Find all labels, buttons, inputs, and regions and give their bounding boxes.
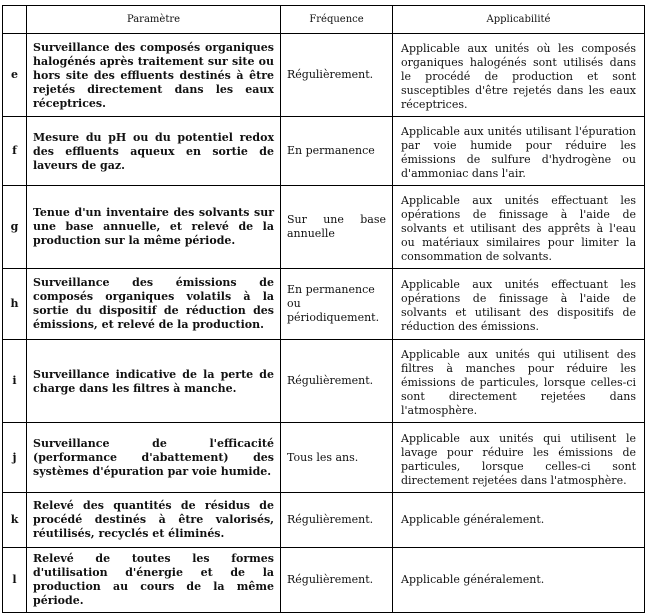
row-parametre: Relevé des quantités de résidus de procédé destinés à être valorisés, réutilisés, recyclés et éliminés. (27, 493, 281, 548)
header-row (3, 6, 645, 34)
row-frequence: Régulièrement. (281, 548, 393, 613)
table-row (3, 269, 645, 340)
table-header (3, 6, 645, 34)
row-frequence: Régulièrement. (281, 493, 393, 548)
row-frequence: Sur une base annuelle (281, 186, 393, 269)
row-letter: e (3, 34, 27, 117)
row-letter: i (3, 340, 27, 423)
table-row (3, 548, 645, 613)
row-applicabilite: Applicable aux unités qui utilisent le lavage pour réduire les émissions de particules, lorsque celles-ci sont directement rejetées dans l'atmosphère. (393, 423, 645, 493)
row-letter: h (3, 269, 27, 340)
row-parametre: Mesure du pH ou du potentiel redox des effluents aqueux en sortie de laveurs de gaz. (27, 117, 281, 186)
row-applicabilite: Applicable aux unités où les composés organiques halogénés sont utilisés dans le procédé de production et sont susceptibles d'être rejetés dans les eaux réceptrices. (393, 34, 645, 117)
row-parametre: Tenue d'un inventaire des solvants sur une base annuelle, et relevé de la production sur la même période. (27, 186, 281, 269)
row-letter: j (3, 423, 27, 493)
row-frequence: En permanence (281, 117, 393, 186)
table-row (3, 493, 645, 548)
row-applicabilite: Applicable aux unités qui utilisent des filtres à manches pour réduire les émissions de particules, lorsque celles-ci sont directement rejetées dans l'atmosphère. (393, 340, 645, 423)
row-frequence: Tous les ans. (281, 423, 393, 493)
row-applicabilite: Applicable généralement. (393, 548, 645, 613)
table-row (3, 423, 645, 493)
row-letter: f (3, 117, 27, 186)
row-parametre: Surveillance des composés organiques halogénés après traitement sur site ou hors site des effluents destinés à être rejetés directement dans les eaux réceptrices. (27, 34, 281, 117)
row-applicabilite: Applicable aux unités utilisant l'épuration par voie humide pour réduire les émissions de sulfure d'hydrogène ou d'ammoniac dans l'air. (393, 117, 645, 186)
row-frequence: Régulièrement. (281, 340, 393, 423)
table-body (3, 34, 645, 613)
row-applicabilite: Applicable aux unités effectuant les opérations de finissage à l'aide de solvants et utilisant des apprêts à l'eau ou matériaux similaires pour limiter la consommation de solvants. (393, 186, 645, 269)
row-parametre: Surveillance de l'efficacité (performance d'abattement) des systèmes d'épuration par voie humide. (27, 423, 281, 493)
row-parametre: Relevé de toutes les formes d'utilisation d'énergie et de la production au cours de la même période. (27, 548, 281, 613)
row-frequence: En permanence ou périodiquement. (281, 269, 393, 340)
header-applicabilite: Applicabilité (393, 6, 645, 34)
table-row (3, 186, 645, 269)
header-parametre: Paramètre (27, 6, 281, 34)
row-letter: k (3, 493, 27, 548)
row-parametre: Surveillance indicative de la perte de charge dans les filtres à manche. (27, 340, 281, 423)
row-letter: g (3, 186, 27, 269)
row-applicabilite: Applicable généralement. (393, 493, 645, 548)
row-letter: l (3, 548, 27, 613)
header-letter-cell (3, 6, 27, 34)
table-row (3, 34, 645, 117)
row-applicabilite: Applicable aux unités effectuant les opérations de finissage à l'aide de solvants et utilisant des dispositifs de réduction des émissions. (393, 269, 645, 340)
row-parametre: Surveillance des émissions de composés organiques volatils à la sortie du dispositif de réduction des émissions, et relevé de la production. (27, 269, 281, 340)
monitoring-table (2, 5, 645, 613)
row-frequence: Régulièrement. (281, 34, 393, 117)
header-frequence: Fréquence (281, 6, 393, 34)
table-row (3, 117, 645, 186)
table-row (3, 340, 645, 423)
